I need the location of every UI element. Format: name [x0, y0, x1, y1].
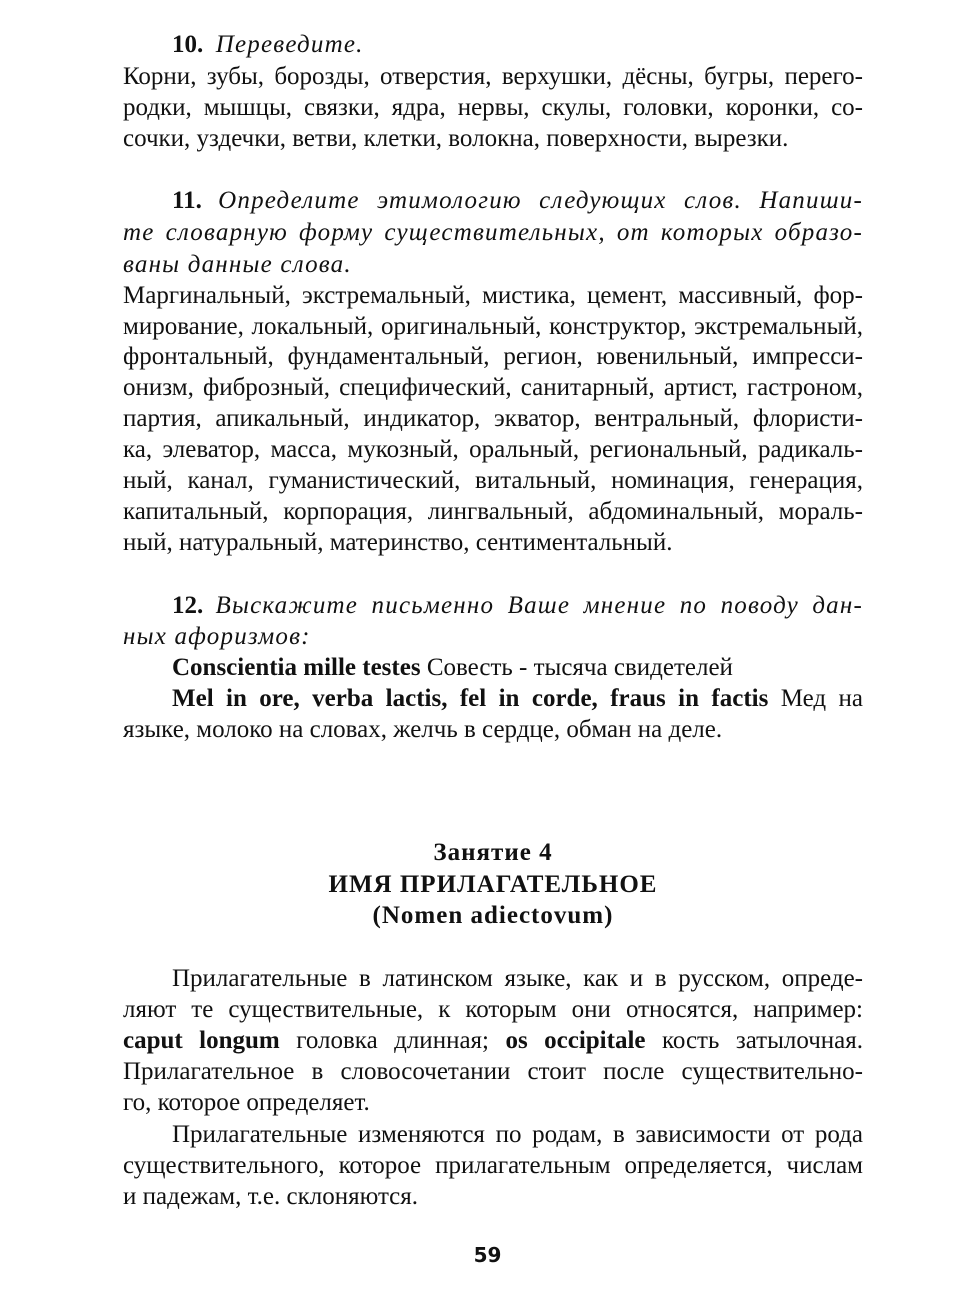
aphorism-translation: Совесть - тысяча свидетелей	[426, 654, 733, 681]
paragraph-line: го, которое определяет.	[123, 1089, 370, 1116]
aphorism-latin: Mel in ore, verba lactis, fel in corde, fraus in factis	[172, 685, 769, 712]
exercise-10-heading	[172, 30, 863, 60]
exercise-task: Переведите.	[215, 31, 364, 58]
exercise-task-line: ных афоризмов:	[123, 623, 311, 650]
paragraph-line: существительного, которое прилагательным определяется, числам	[123, 1152, 863, 1179]
paragraph-line: Прилагательное в словосочетании стоит после существительно-	[123, 1058, 863, 1085]
exercise-text-line: капитальный, корпорация, лингвальный, абдоминальный, мораль-	[123, 498, 863, 525]
aphorism-latin: Conscientia mille testes	[172, 654, 421, 681]
exercise-text-line: родки, мышцы, связки, ядра, нервы, скулы, головки, коронки, со-	[123, 94, 863, 121]
exercise-text-line: онизм, фиброзный, специфический, санитарный, артист, гастроном,	[123, 374, 863, 401]
exercise-task-line: ваны данные слова.	[123, 251, 352, 278]
paragraph-line: Прилагательные изменяются по родам, в зависимости от рода	[172, 1121, 863, 1148]
exercise-12-heading	[172, 591, 863, 621]
latin-term: os occipitale	[505, 1027, 646, 1054]
page-number: 59	[473, 1243, 502, 1267]
exercise-text-line: ный, натуральный, материнство, сентиментальный.	[123, 529, 673, 556]
paragraph-line: и падежам, т.е. склоняются.	[123, 1183, 419, 1210]
lesson-label: Занятие 4	[433, 839, 553, 866]
exercise-11-heading	[172, 186, 863, 216]
exercise-text-line: ка, элеватор, масса, мукозный, оральный, региональный, радикаль-	[123, 436, 863, 463]
paragraph-line: Прилагательные в латинском языке, как и в русском, опреде-	[172, 965, 863, 992]
aphorism-2	[172, 684, 863, 714]
exercise-task: Определите этимологию следующих слов. Напиши-	[218, 187, 864, 214]
exercise-task-line: те словарную форму существительных, от которых образо-	[123, 219, 863, 246]
exercise-text-line: Маргинальный, экстремальный, мистика, цемент, массивный, фор-	[123, 282, 863, 309]
lesson-title: ИМЯ ПРИЛАГАТЕЛЬНОЕ	[328, 871, 658, 898]
exercise-text-line: фронтальный, фундаментальный, регион, ювенильный, импресси-	[123, 343, 863, 370]
exercise-number: 11.	[172, 187, 202, 214]
term-translation: головка длинная;	[296, 1027, 489, 1054]
aphorism-1	[172, 653, 863, 683]
exercise-text-line: сочки, уздечки, ветви, клетки, волокна, поверхности, вырезки.	[123, 125, 789, 152]
latin-term: caput longum	[123, 1027, 280, 1054]
paragraph-line: ляют те существительные, к которым они относятся, например:	[123, 996, 863, 1023]
aphorism-translation-cont: языке, молоко на словах, желчь в сердце, обман на деле.	[123, 716, 723, 743]
exercise-text-line: ный, канал, гуманистический, витальный, номинация, генерация,	[123, 467, 863, 494]
exercise-number: 10.	[172, 31, 204, 58]
lesson-latin-title: (Nomen adiectovum)	[372, 902, 614, 929]
term-translation: кость затылочная.	[661, 1027, 863, 1054]
exercise-text-line: партия, апикальный, индикатор, экватор, вентральный, флористи-	[123, 405, 863, 432]
aphorism-translation: Мед на	[780, 685, 863, 712]
exercise-text-line: мирование, локальный, оригинальный, конструктор, экстремальный,	[123, 313, 863, 340]
exercise-task: Выскажите письменно Ваше мнение по поводу дан-	[215, 592, 864, 619]
exercise-text-line: Корни, зубы, борозды, отверстия, верхушки, дёсны, бугры, перего-	[123, 63, 863, 90]
exercise-number: 12.	[172, 592, 204, 619]
paragraph-line	[123, 1026, 863, 1056]
